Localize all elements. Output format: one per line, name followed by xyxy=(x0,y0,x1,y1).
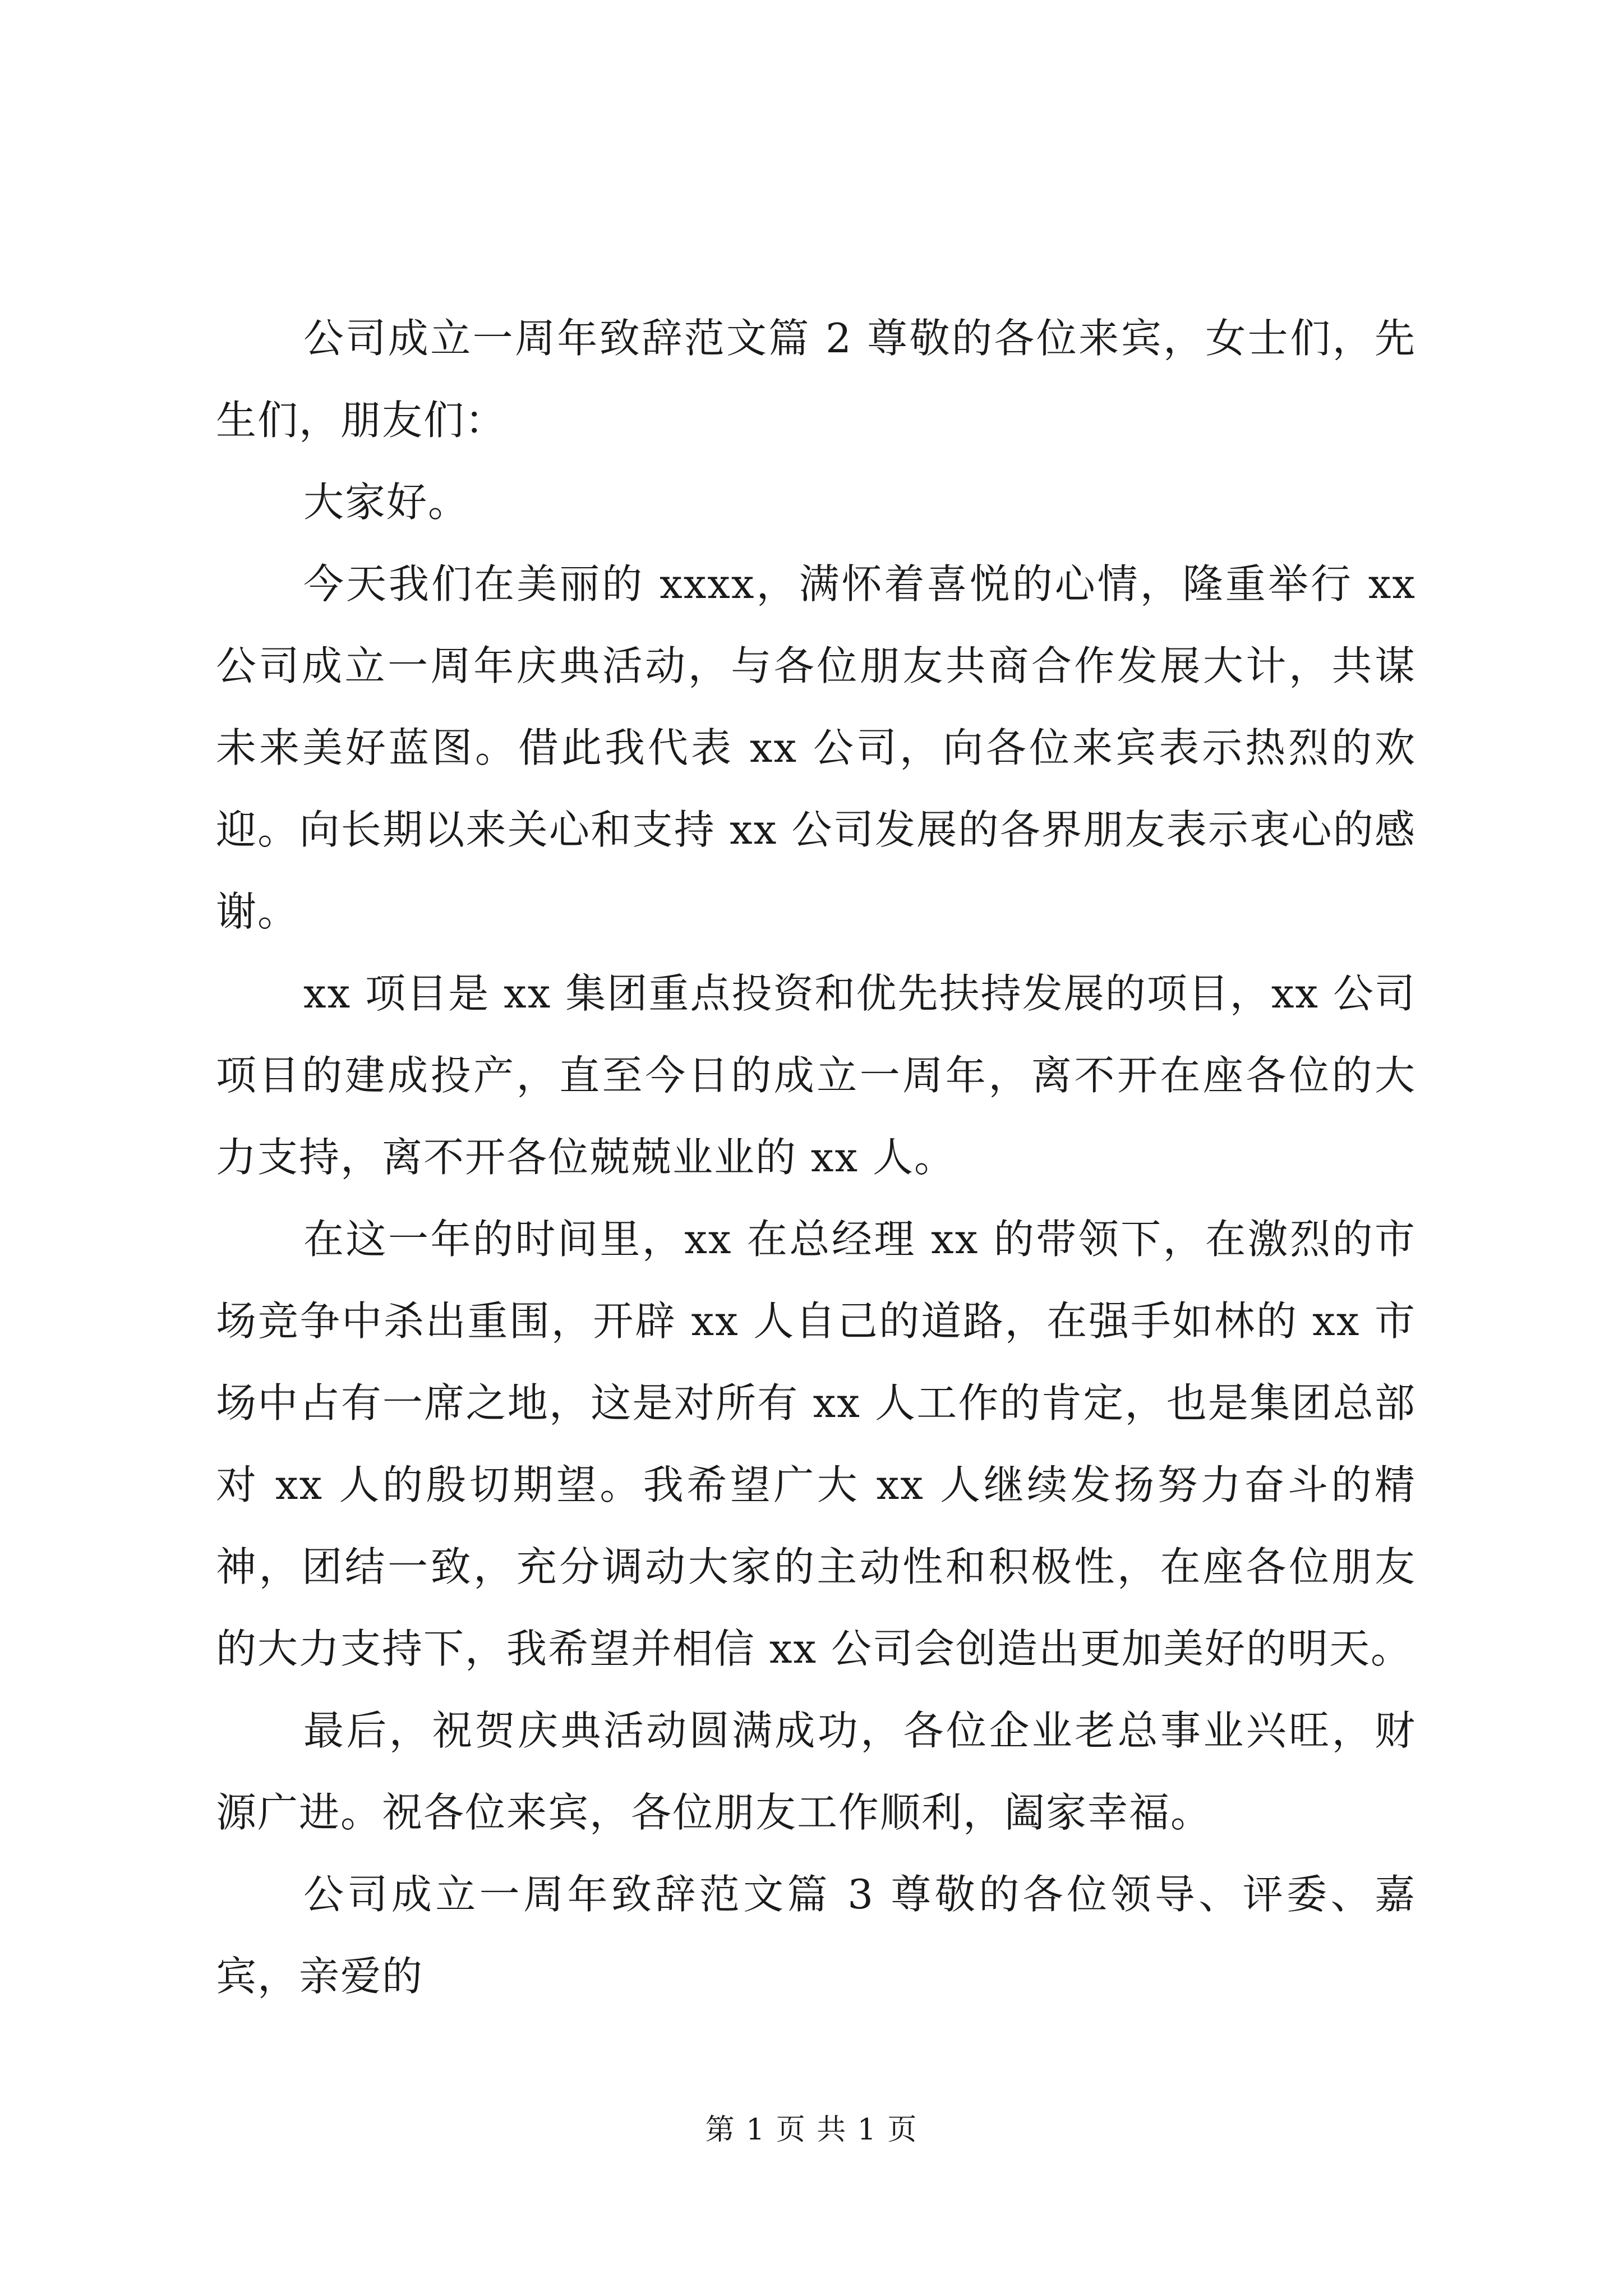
paragraph-greeting-heading: 公司成立一周年致辞范文篇 2 尊敬的各位来宾，女士们，先生们，朋友们： xyxy=(216,315,1416,444)
paragraph-closing: 最后，祝贺庆典活动圆满成功，各位企业老总事业兴旺，财源广进。祝各位来宾，各位朋友工作顺利，阖家幸福。 xyxy=(216,1707,1416,1836)
page-footer: 第 1 页 共 1 页 xyxy=(705,2113,918,2147)
paragraph-year-review: 在这一年的时间里，xx 在总经理 xx 的带领下，在激烈的市场竞争中杀出重围，开辟 xx 人自己的道路，在强手如林的 xx 市场中占有一席之地，这是对所有 xx 人工作的肯定，也是集团总部对 xx 人的殷切期望。我希望广大 xx 人继续发扬努力奋斗的精神，团结一致，充分调动大家的主动性和积极性，在座各位朋友的大力支持下，我希望并相信 xx 公司会创造出更加美好的明天。 xyxy=(216,1216,1416,1672)
paragraph-next-speech: 公司成立一周年致辞范文篇 3 尊敬的各位领导、评委、嘉宾，亲爱的 xyxy=(216,1871,1416,2000)
paragraph-project: xx 项目是 xx 集团重点投资和优先扶持发展的项目，xx 公司项目的建成投产，直至今日的成立一周年，离不开在座各位的大力支持，离不开各位兢兢业业的 xx 人。 xyxy=(216,970,1416,1181)
paragraph-welcome: 今天我们在美丽的 xxxx，满怀着喜悦的心情，隆重举行 xx 公司成立一周年庆典活动，与各位朋友共商合作发展大计，共谋未来美好蓝图。借此我代表 xx 公司，向各位来宾表示热烈的欢迎。向长期以来关心和支持 xx 公司发展的各界朋友表示衷心的感谢。 xyxy=(216,560,1416,935)
document-body xyxy=(216,297,1416,2017)
paragraph-hello: 大家好。 xyxy=(303,478,470,526)
